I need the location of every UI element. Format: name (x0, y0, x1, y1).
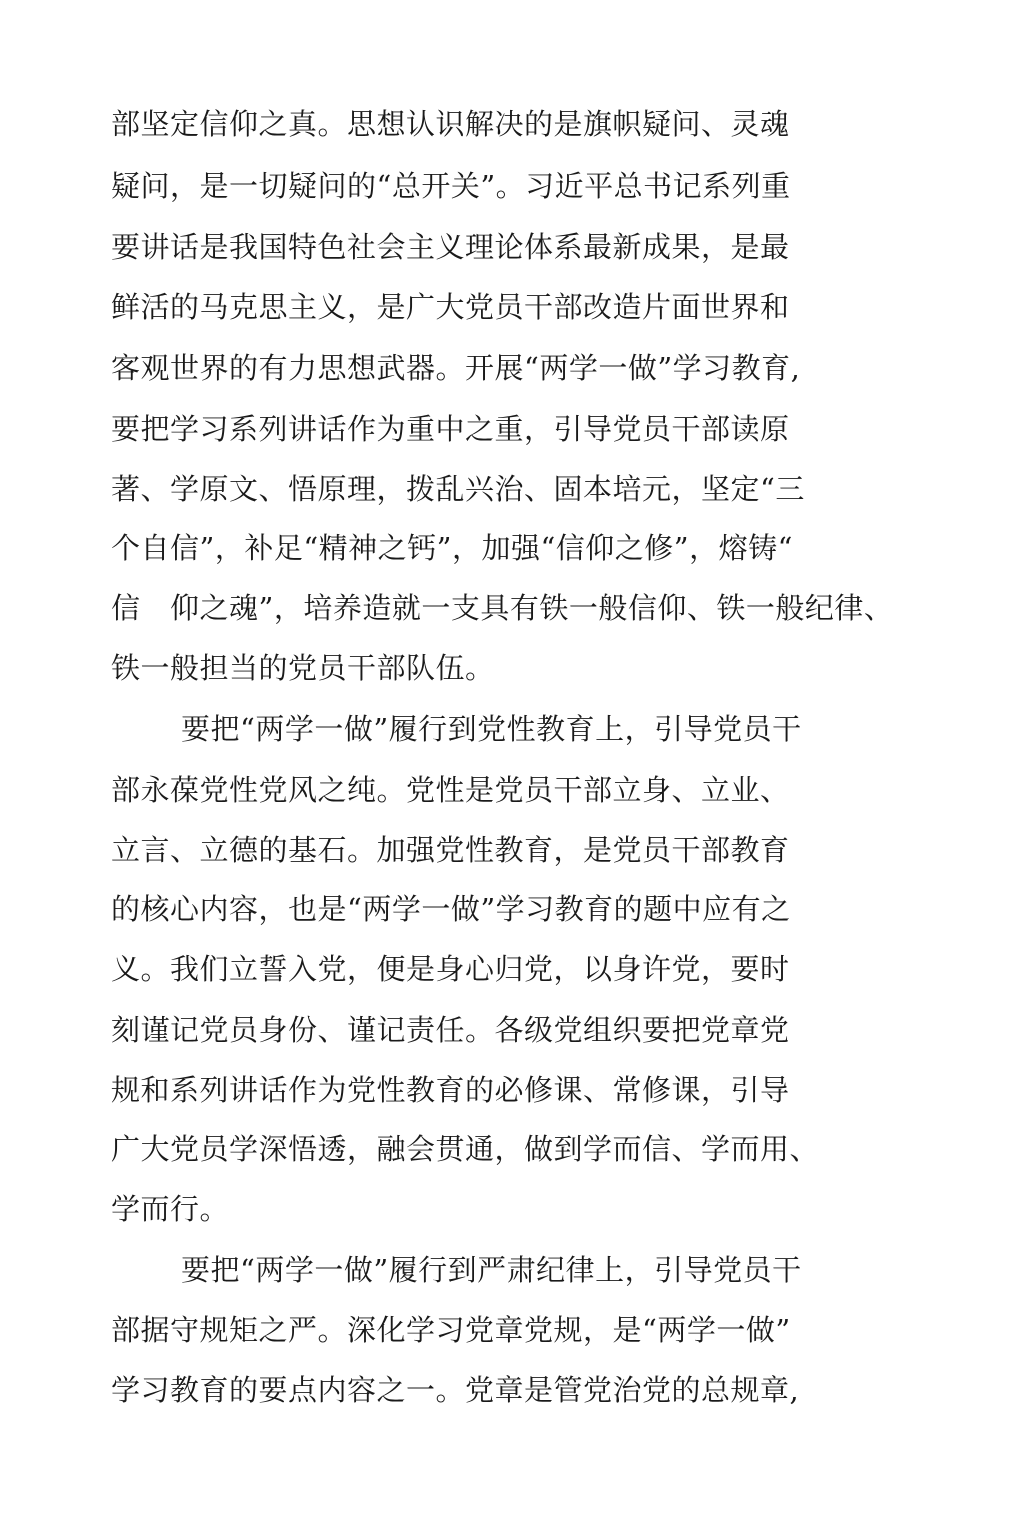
text-line: 铁一般担当的党员干部队伍。 (111, 651, 495, 685)
text-line: 鲜活的马克思主义，是广大党员干部改造片面世界和 (111, 290, 790, 324)
text-line: 部坚定信仰之真。思想认识解决的是旗帜疑问、灵魂 (111, 107, 790, 141)
text-line: 部永葆党性党风之纯。党性是党员干部立身、立业、 (111, 773, 790, 807)
text-line: 部据守规矩之严。深化学习党章党规，是“两学一做” (111, 1313, 791, 1347)
text-line: 的核心内容，也是“两学一做”学习教育的题中应有之 (111, 892, 791, 926)
text-line: 著、学原文、悟原理，拨乱兴治、固本培元，坚定“三 (111, 472, 805, 506)
text-line: 信 仰之魂”，培养造就一支具有铁一般信仰、铁一般纪律、 (111, 591, 894, 625)
text-line: 疑问，是一切疑问的“总开关”。习近平总书记系列重 (111, 169, 791, 203)
text-line: 学习教育的要点内容之一。党章是管党治党的总规章, (111, 1373, 800, 1407)
text-line: 客观世界的有力思想武器。开展“两学一做”学习教育, (111, 351, 801, 385)
text-line: 规和系列讲话作为党性教育的必修课、常修课，引导 (111, 1073, 790, 1107)
text-line: 要讲话是我国特色社会主义理论体系最新成果，是最 (111, 230, 790, 264)
text-line: 个自信”，补足“精神之钙”，加强“信仰之修”，熔铸“ (111, 531, 793, 565)
paragraph-first-line: 要把“两学一做”履行到严肃纪律上，引导党员干 (181, 1253, 802, 1287)
paragraph-first-line: 要把“两学一做”履行到党性教育上，引导党员干 (181, 712, 802, 746)
text-line: 刻谨记党员身份、谨记责任。各级党组织要把党章党 (111, 1013, 790, 1047)
text-line: 广大党员学深悟透，融会贯通，做到学而信、学而用、 (111, 1132, 820, 1166)
text-line: 立言、立德的基石。加强党性教育，是党员干部教育 (111, 833, 790, 867)
text-line: 要把学习系列讲话作为重中之重，引导党员干部读原 (111, 412, 790, 446)
text-line: 学而行。 (111, 1192, 230, 1226)
text-line: 义。我们立誓入党，便是身心归党，以身许党，要时 (111, 952, 790, 986)
